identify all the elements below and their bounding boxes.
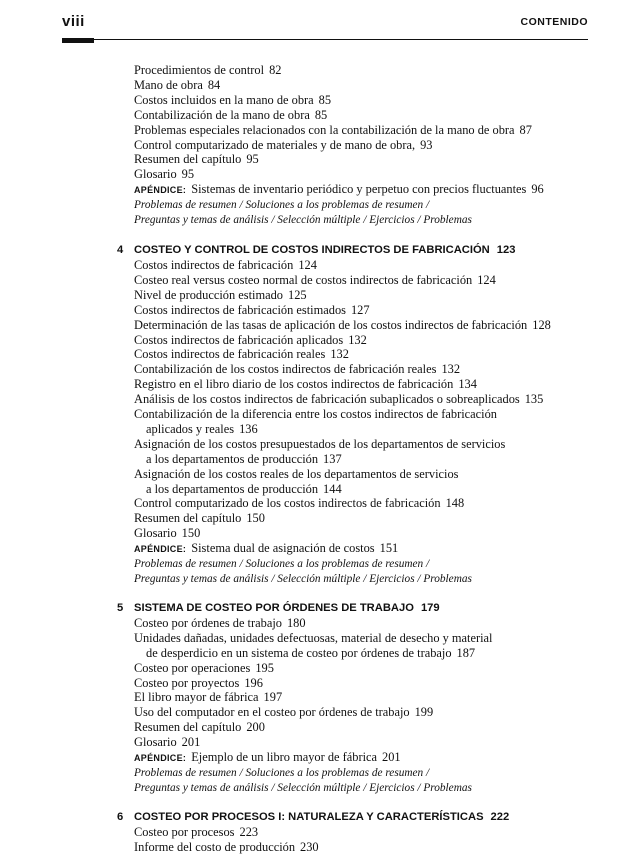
toc-entry bbox=[0, 377, 638, 392]
chapter-entries bbox=[0, 616, 638, 796]
entry-text: Sistema dual de asignación de costos bbox=[191, 541, 375, 556]
entry-text: Costos indirectos de fabricación bbox=[134, 257, 294, 272]
entry-text: Asignación de los costos reales de los departamentos de servicios bbox=[134, 466, 459, 481]
entry-page: 85 bbox=[314, 107, 328, 122]
entry-text: Análisis de los costos indirectos de fabricación subaplicados o sobreaplicados bbox=[134, 392, 520, 407]
entry-text: Uso del computador en el costeo por órdenes de trabajo bbox=[134, 705, 410, 720]
appendix-entry bbox=[0, 182, 638, 198]
entry-page: 95 bbox=[246, 152, 259, 167]
toc-entry bbox=[0, 93, 638, 108]
entry-page: 197 bbox=[263, 690, 283, 705]
toc-entry bbox=[0, 123, 638, 138]
entry-text: Costos indirectos de fabricación reales bbox=[134, 347, 326, 362]
problems-line: Problemas de resumen / Soluciones a los problemas de resumen / bbox=[134, 558, 430, 571]
entry-page: 195 bbox=[255, 660, 274, 675]
chapter-number: 5 bbox=[117, 601, 124, 614]
entry-page: 134 bbox=[458, 377, 477, 392]
toc-entry-continuation bbox=[0, 646, 638, 661]
entry-page: 84 bbox=[207, 77, 221, 92]
problems-line: Problemas de resumen / Soluciones a los problemas de resumen / bbox=[134, 199, 430, 212]
toc-entry-continuation bbox=[0, 482, 638, 497]
entry-text: Costos indirectos de fabricación estimados bbox=[134, 302, 346, 317]
entry-text: Costeo por procesos bbox=[134, 824, 235, 839]
toc-entry bbox=[0, 303, 638, 318]
entry-text: aplicados y reales bbox=[146, 421, 235, 436]
chapter-page: 179 bbox=[420, 601, 440, 614]
toc-entry bbox=[0, 318, 638, 333]
toc-entry-continuation bbox=[0, 452, 638, 467]
entry-page: 95 bbox=[181, 167, 195, 182]
entry-text: Contabilización de la mano de obra bbox=[134, 107, 310, 122]
entry-page: 132 bbox=[330, 347, 349, 362]
entry-text: Resumen del capítulo bbox=[134, 720, 242, 735]
toc-entry bbox=[0, 690, 638, 705]
entry-page: 196 bbox=[244, 675, 263, 690]
chapter-heading bbox=[0, 601, 638, 616]
entry-text: Procedimientos de control bbox=[134, 63, 265, 77]
toc-entry bbox=[0, 258, 638, 273]
entry-page: 85 bbox=[318, 92, 332, 107]
problems-line: Preguntas y temas de análisis / Selección múltiple / Ejercicios / Problemas bbox=[134, 573, 472, 585]
toc-entry bbox=[0, 661, 638, 676]
chapter-number: 6 bbox=[117, 810, 124, 823]
entry-page: 135 bbox=[524, 392, 544, 407]
entry-page: 82 bbox=[269, 63, 282, 77]
page-number: viii bbox=[62, 13, 85, 30]
entry-text: El libro mayor de fábrica bbox=[134, 690, 259, 705]
toc-entry bbox=[0, 362, 638, 377]
toc-entry bbox=[0, 676, 638, 691]
toc-entry bbox=[0, 511, 638, 526]
entry-text: Contabilización de los costos indirectos de fabricación reales bbox=[134, 362, 437, 377]
appendix-entry bbox=[0, 750, 638, 766]
entry-text: Glosario bbox=[134, 167, 177, 182]
entry-text: Control computarizado de los costos indirectos de fabricación bbox=[134, 496, 441, 511]
entry-page: 151 bbox=[379, 541, 399, 556]
entry-page: 136 bbox=[239, 421, 258, 436]
entry-text: Problemas especiales relacionados con la contabilización de la mano de obra bbox=[134, 122, 515, 137]
chapter-number: 4 bbox=[117, 243, 124, 256]
appendix-entry bbox=[0, 541, 638, 557]
problems-line: Preguntas y temas de análisis / Selección múltiple / Ejercicios / Problemas bbox=[134, 781, 472, 794]
entry-text: Determinación de las tasas de aplicación de los costos indirectos de fabricación bbox=[134, 317, 528, 332]
chapter-entries bbox=[0, 258, 638, 587]
toc-entry bbox=[0, 78, 638, 93]
appendix-label: APÉNDICE: bbox=[134, 185, 187, 196]
entry-page: 150 bbox=[246, 511, 265, 526]
problems-line: Preguntas y temas de análisis / Selección múltiple / Ejercicios / Problemas bbox=[134, 214, 472, 227]
toc-entry bbox=[0, 616, 638, 631]
toc-entry bbox=[0, 631, 638, 646]
toc-entry bbox=[0, 705, 638, 720]
entry-page: 199 bbox=[414, 705, 434, 720]
appendix-label: APÉNDICE: bbox=[134, 753, 187, 764]
toc-entry bbox=[0, 437, 638, 452]
entry-page: 124 bbox=[298, 257, 317, 272]
entry-text: Glosario bbox=[134, 735, 177, 750]
toc-entry bbox=[0, 63, 638, 78]
entry-text: Registro en el libro diario de los costos indirectos de fabricación bbox=[134, 377, 454, 392]
entry-text: Unidades dañadas, unidades defectuosas, material de desecho y material bbox=[134, 630, 493, 645]
toc-entry bbox=[0, 840, 638, 855]
entry-text: Glosario bbox=[134, 526, 177, 541]
toc-entry bbox=[0, 333, 638, 348]
toc-entry bbox=[0, 496, 638, 511]
entry-text: Asignación de los costos presupuestados de los departamentos de servicios bbox=[134, 436, 506, 451]
toc-entry bbox=[0, 288, 638, 303]
toc-entry-continuation bbox=[0, 422, 638, 437]
toc-entry bbox=[0, 825, 638, 840]
entry-text: Costeo por órdenes de trabajo bbox=[134, 615, 282, 630]
entry-text: Costos indirectos de fabricación aplicados bbox=[134, 332, 344, 347]
chapter-entries bbox=[0, 825, 638, 855]
entry-page: 96 bbox=[531, 182, 544, 197]
entry-page: 223 bbox=[239, 824, 259, 839]
entry-text: Sistemas de inventario periódico y perpetuo con precios fluctuantes bbox=[191, 182, 527, 197]
chapter-title: COSTEO POR PROCESOS I: NATURALEZA Y CARACTERÍSTICAS bbox=[134, 810, 484, 823]
entry-text: de desperdicio en un sistema de costeo por órdenes de trabajo bbox=[146, 645, 452, 660]
entry-text: Nivel de producción estimado bbox=[134, 287, 283, 302]
table-of-contents bbox=[0, 63, 638, 855]
toc-entry bbox=[0, 347, 638, 362]
toc-entry bbox=[0, 167, 638, 182]
entry-text: a los departamentos de producción bbox=[146, 481, 319, 496]
entry-text: Control computarizado de materiales y de mano de obra, bbox=[134, 137, 416, 152]
entry-page: 187 bbox=[456, 645, 476, 660]
chapter-heading bbox=[0, 810, 638, 825]
entry-text: Mano de obra bbox=[134, 77, 203, 92]
entry-text: Contabilización de la diferencia entre los costos indirectos de fabricación bbox=[134, 407, 497, 422]
chapter-title: COSTEO Y CONTROL DE COSTOS INDIRECTOS DE FABRICACIÓN bbox=[134, 243, 490, 256]
chapter-title: SISTEMA DE COSTEO POR ÓRDENES DE TRABAJO bbox=[134, 601, 414, 614]
entry-page: 200 bbox=[246, 720, 265, 735]
entry-text: Resumen del capítulo bbox=[134, 511, 242, 526]
entry-page: 148 bbox=[445, 496, 465, 511]
entry-page: 87 bbox=[519, 122, 532, 137]
entry-page: 128 bbox=[532, 317, 551, 332]
header-rule-accent bbox=[62, 38, 94, 43]
entry-text: Informe del costo de producción bbox=[134, 839, 296, 854]
entry-page: 180 bbox=[286, 615, 306, 630]
entry-page: 132 bbox=[441, 362, 461, 377]
entries-top bbox=[0, 63, 638, 228]
entry-page: 124 bbox=[477, 272, 496, 287]
entry-page: 125 bbox=[288, 287, 307, 302]
chapter-page: 222 bbox=[490, 810, 510, 823]
entry-page: 230 bbox=[300, 839, 319, 854]
chapter-heading bbox=[0, 243, 638, 258]
entry-page: 127 bbox=[350, 302, 370, 317]
toc-entry bbox=[0, 392, 638, 407]
entry-text: Costeo real versus costeo normal de costos indirectos de fabricación bbox=[134, 272, 473, 287]
toc-entry bbox=[0, 467, 638, 482]
toc-entry bbox=[0, 138, 638, 153]
entry-text: Ejemplo de un libro mayor de fábrica bbox=[191, 750, 378, 765]
toc-entry bbox=[0, 526, 638, 541]
entry-text: Costeo por operaciones bbox=[134, 660, 251, 675]
entry-page: 137 bbox=[323, 451, 342, 466]
entry-text: a los departamentos de producción bbox=[146, 451, 319, 466]
entry-page: 201 bbox=[181, 735, 201, 750]
toc-entry bbox=[0, 735, 638, 750]
entry-page: 150 bbox=[181, 526, 201, 541]
toc-entry bbox=[0, 273, 638, 288]
entry-page: 201 bbox=[382, 750, 401, 765]
entry-text: Costeo por proyectos bbox=[134, 675, 240, 690]
header-rule bbox=[62, 39, 588, 40]
entry-text: Resumen del capítulo bbox=[134, 152, 242, 167]
toc-entry bbox=[0, 152, 638, 167]
toc-entry bbox=[0, 720, 638, 735]
entry-page: 93 bbox=[420, 137, 433, 152]
entry-text: Costos incluidos en la mano de obra bbox=[134, 92, 314, 107]
entry-page: 144 bbox=[323, 481, 342, 496]
toc-entry bbox=[0, 407, 638, 422]
entry-page: 132 bbox=[348, 332, 367, 347]
running-header-title: CONTENIDO bbox=[520, 16, 588, 28]
problems-line: Problemas de resumen / Soluciones a los problemas de resumen / bbox=[134, 766, 430, 779]
chapter-page: 123 bbox=[496, 243, 516, 256]
toc-entry bbox=[0, 108, 638, 123]
appendix-label: APÉNDICE: bbox=[134, 544, 187, 555]
